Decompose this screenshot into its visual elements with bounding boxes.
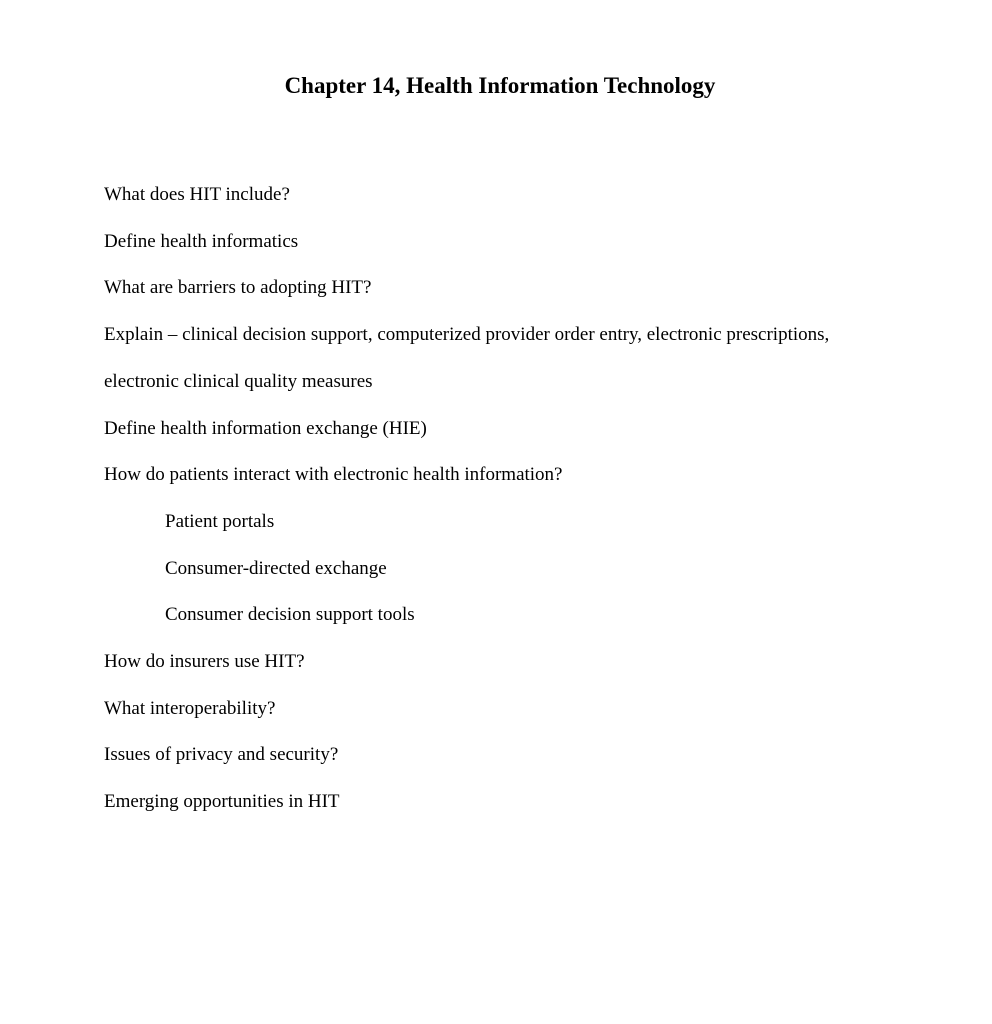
question-line: What interoperability?	[104, 697, 276, 719]
question-line: How do insurers use HIT?	[104, 651, 305, 673]
question-line: Define health information exchange (HIE)	[104, 417, 427, 439]
question-line: What are barriers to adopting HIT?	[104, 277, 372, 299]
question-line: Issues of privacy and security?	[104, 744, 339, 766]
question-line: Explain – clinical decision support, computerized provider order entry, electronic prescriptions,	[104, 324, 830, 346]
question-line: Define health informatics	[104, 230, 299, 252]
sub-item: Consumer-directed exchange	[165, 557, 387, 579]
question-line-continuation: electronic clinical quality measures	[104, 370, 373, 392]
sub-item: Patient portals	[165, 510, 275, 532]
question-line: How do patients interact with electronic health information?	[104, 464, 563, 486]
page-title: Chapter 14, Health Information Technology	[284, 73, 716, 98]
question-list	[104, 172, 964, 826]
question-line: Emerging opportunities in HIT	[104, 791, 340, 813]
question-line: What does HIT include?	[104, 184, 290, 205]
sub-item: Consumer decision support tools	[165, 604, 415, 626]
